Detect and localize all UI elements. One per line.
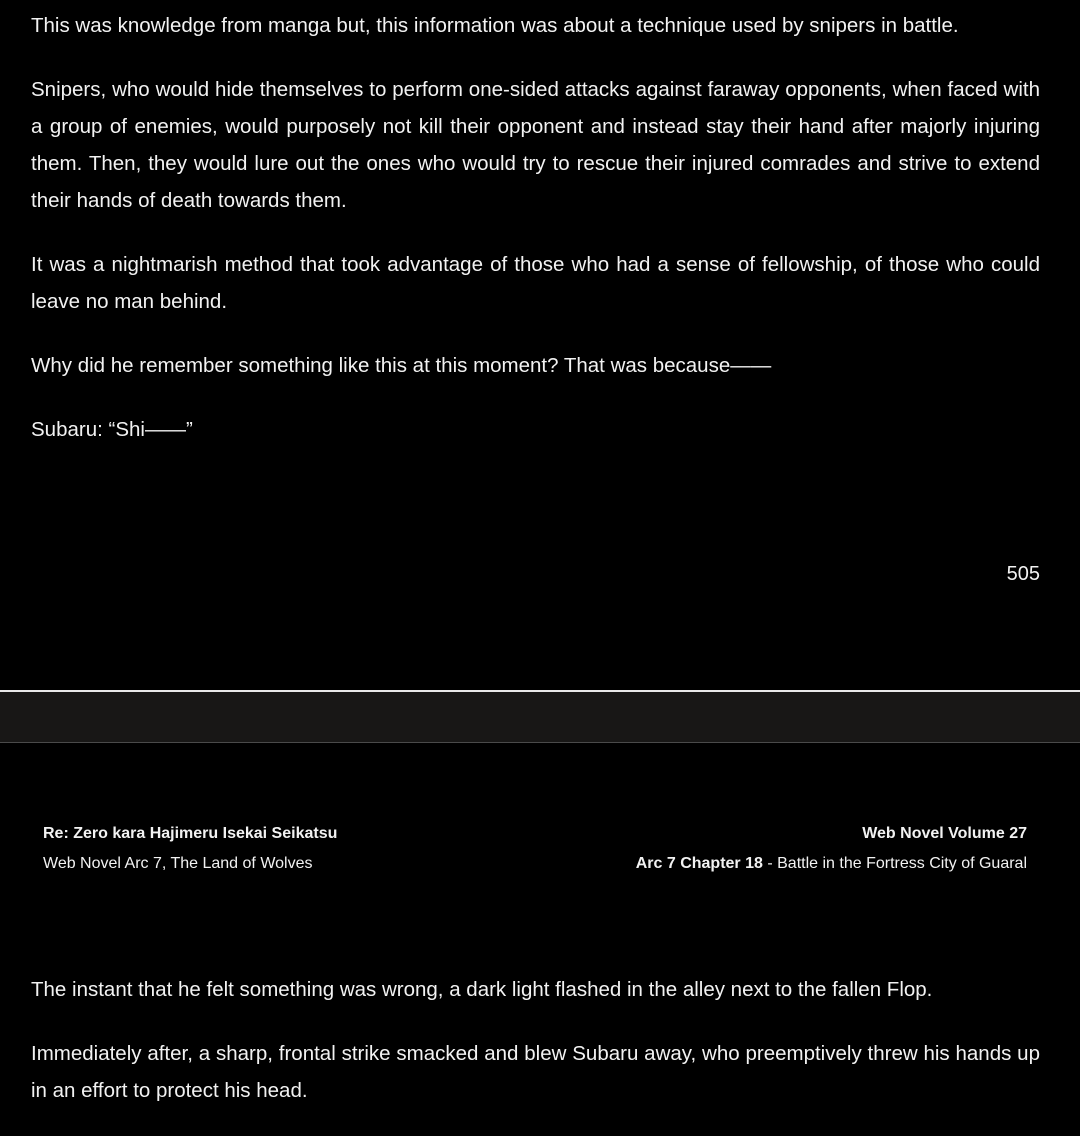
page-505-text bbox=[31, 7, 1040, 475]
page-506-text bbox=[31, 971, 1040, 1136]
paragraph: Immediately after, a sharp, frontal strike smacked and blew Subaru away, who preemptively threw his hands up in an effort to protect his head. bbox=[31, 1042, 1040, 1102]
paragraph: Why did he remember something like this at this moment? That was because—— bbox=[31, 354, 772, 377]
page-number: 505 bbox=[1006, 563, 1040, 585]
series-title: Re: Zero kara Hajimeru Isekai Seikatsu bbox=[43, 825, 338, 842]
paragraph: Subaru: “Shi——” bbox=[31, 418, 193, 441]
chapter-label bbox=[636, 849, 1027, 879]
paragraph: It was a nightmarish method that took advantage of those who had a sense of fellowship, of those who could leave no man behind. bbox=[31, 253, 1040, 313]
paragraph: The instant that he felt something was wrong, a dark light flashed in the alley next to the fallen Flop. bbox=[31, 978, 933, 1001]
paragraph: Snipers, who would hide themselves to perform one-sided attacks against faraway opponents, when faced with a group of enemies, would purposely not kill their opponent and instead stay their hand after majorly injuring them. Then, they would lure out the ones who would try to rescue their injured comrades and strive to extend their hands of death towards them. bbox=[31, 78, 1040, 212]
volume-label: Web Novel Volume 27 bbox=[862, 825, 1027, 842]
arc-label: Web Novel Arc 7, The Land of Wolves bbox=[43, 855, 313, 872]
paragraph: This was knowledge from manga but, this information was about a technique used by snipers in battle. bbox=[31, 14, 959, 37]
chapter-number: Arc 7 Chapter 18 bbox=[635, 855, 763, 872]
chapter-header bbox=[43, 819, 1027, 879]
page-separator bbox=[0, 690, 1080, 743]
chapter-separator: - bbox=[762, 855, 778, 872]
chapter-title: Battle in the Fortress City of Guaral bbox=[777, 855, 1027, 872]
